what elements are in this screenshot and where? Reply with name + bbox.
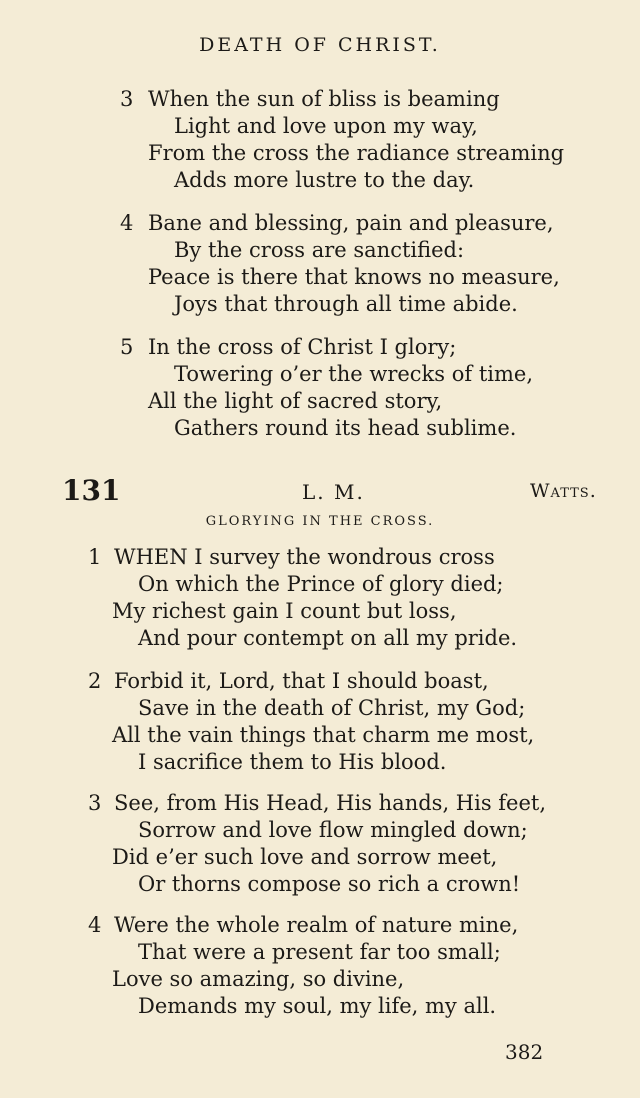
stanza-line: From the cross the radiance streaming xyxy=(148,141,565,165)
stanza-line: Save in the death of Christ, my God; xyxy=(138,696,526,720)
stanza-line: Demands my soul, my life, my all. xyxy=(138,994,497,1018)
stanza-line: I sacrifice them to His blood. xyxy=(138,750,447,774)
stanza-number: 5 xyxy=(120,335,134,359)
stanza-line: All the light of sacred story, xyxy=(148,389,443,413)
stanza-line: Towering o’er the wrecks of time, xyxy=(174,362,533,386)
hymn-title: GLORYING IN THE CROSS. xyxy=(205,514,435,529)
page-number: 382 xyxy=(505,1040,544,1064)
stanza-line: Love so amazing, so divine, xyxy=(112,967,405,991)
stanza-line: Light and love upon my way, xyxy=(174,114,478,138)
hymn-number: 131 xyxy=(62,474,121,507)
stanza-line: When the sun of bliss is beaming xyxy=(148,87,500,111)
stanza-line: See, from His Head, His hands, His feet, xyxy=(114,791,547,815)
stanza-line: And pour contempt on all my pride. xyxy=(138,626,518,650)
stanza-line: That were a present far too small; xyxy=(138,940,501,964)
stanza-line: Bane and blessing, pain and pleasure, xyxy=(148,211,554,235)
stanza-line: Did e’er such love and sorrow meet, xyxy=(112,845,498,869)
stanza-line: Adds more lustre to the day. xyxy=(174,168,475,192)
stanza-line: All the vain things that charm me most, xyxy=(112,723,535,747)
hymn-author: Watts. xyxy=(530,480,597,502)
stanza-line: Forbid it, Lord, that I should boast, xyxy=(114,669,489,693)
hymn-meter: L. M. xyxy=(302,480,365,504)
stanza-line: On which the Prince of glory died; xyxy=(138,572,504,596)
running-head: DEATH OF CHRIST. xyxy=(199,34,441,56)
hymn-header xyxy=(0,474,640,508)
stanza-line: Peace is there that knows no measure, xyxy=(148,265,560,289)
stanza-line: Sorrow and love flow mingled down; xyxy=(138,818,528,842)
stanza-number: 2 xyxy=(88,669,102,693)
stanza-line: WHEN I survey the wondrous cross xyxy=(114,545,495,569)
stanza-number: 1 xyxy=(88,545,102,569)
stanza-number: 4 xyxy=(120,211,134,235)
stanza-line: Gathers round its head sublime. xyxy=(174,416,517,440)
stanza-line: My richest gain I count but loss, xyxy=(112,599,457,623)
stanza-line: In the cross of Christ I glory; xyxy=(148,335,457,359)
stanza-line: Were the whole realm of nature mine, xyxy=(114,913,519,937)
stanza-number: 3 xyxy=(88,791,102,815)
stanza-number: 4 xyxy=(88,913,102,937)
stanza-line: By the cross are sanctified: xyxy=(174,238,465,262)
stanza-line: Joys that through all time abide. xyxy=(174,292,518,316)
stanza-number: 3 xyxy=(120,87,134,111)
stanza-line: Or thorns compose so rich a crown! xyxy=(138,872,521,896)
